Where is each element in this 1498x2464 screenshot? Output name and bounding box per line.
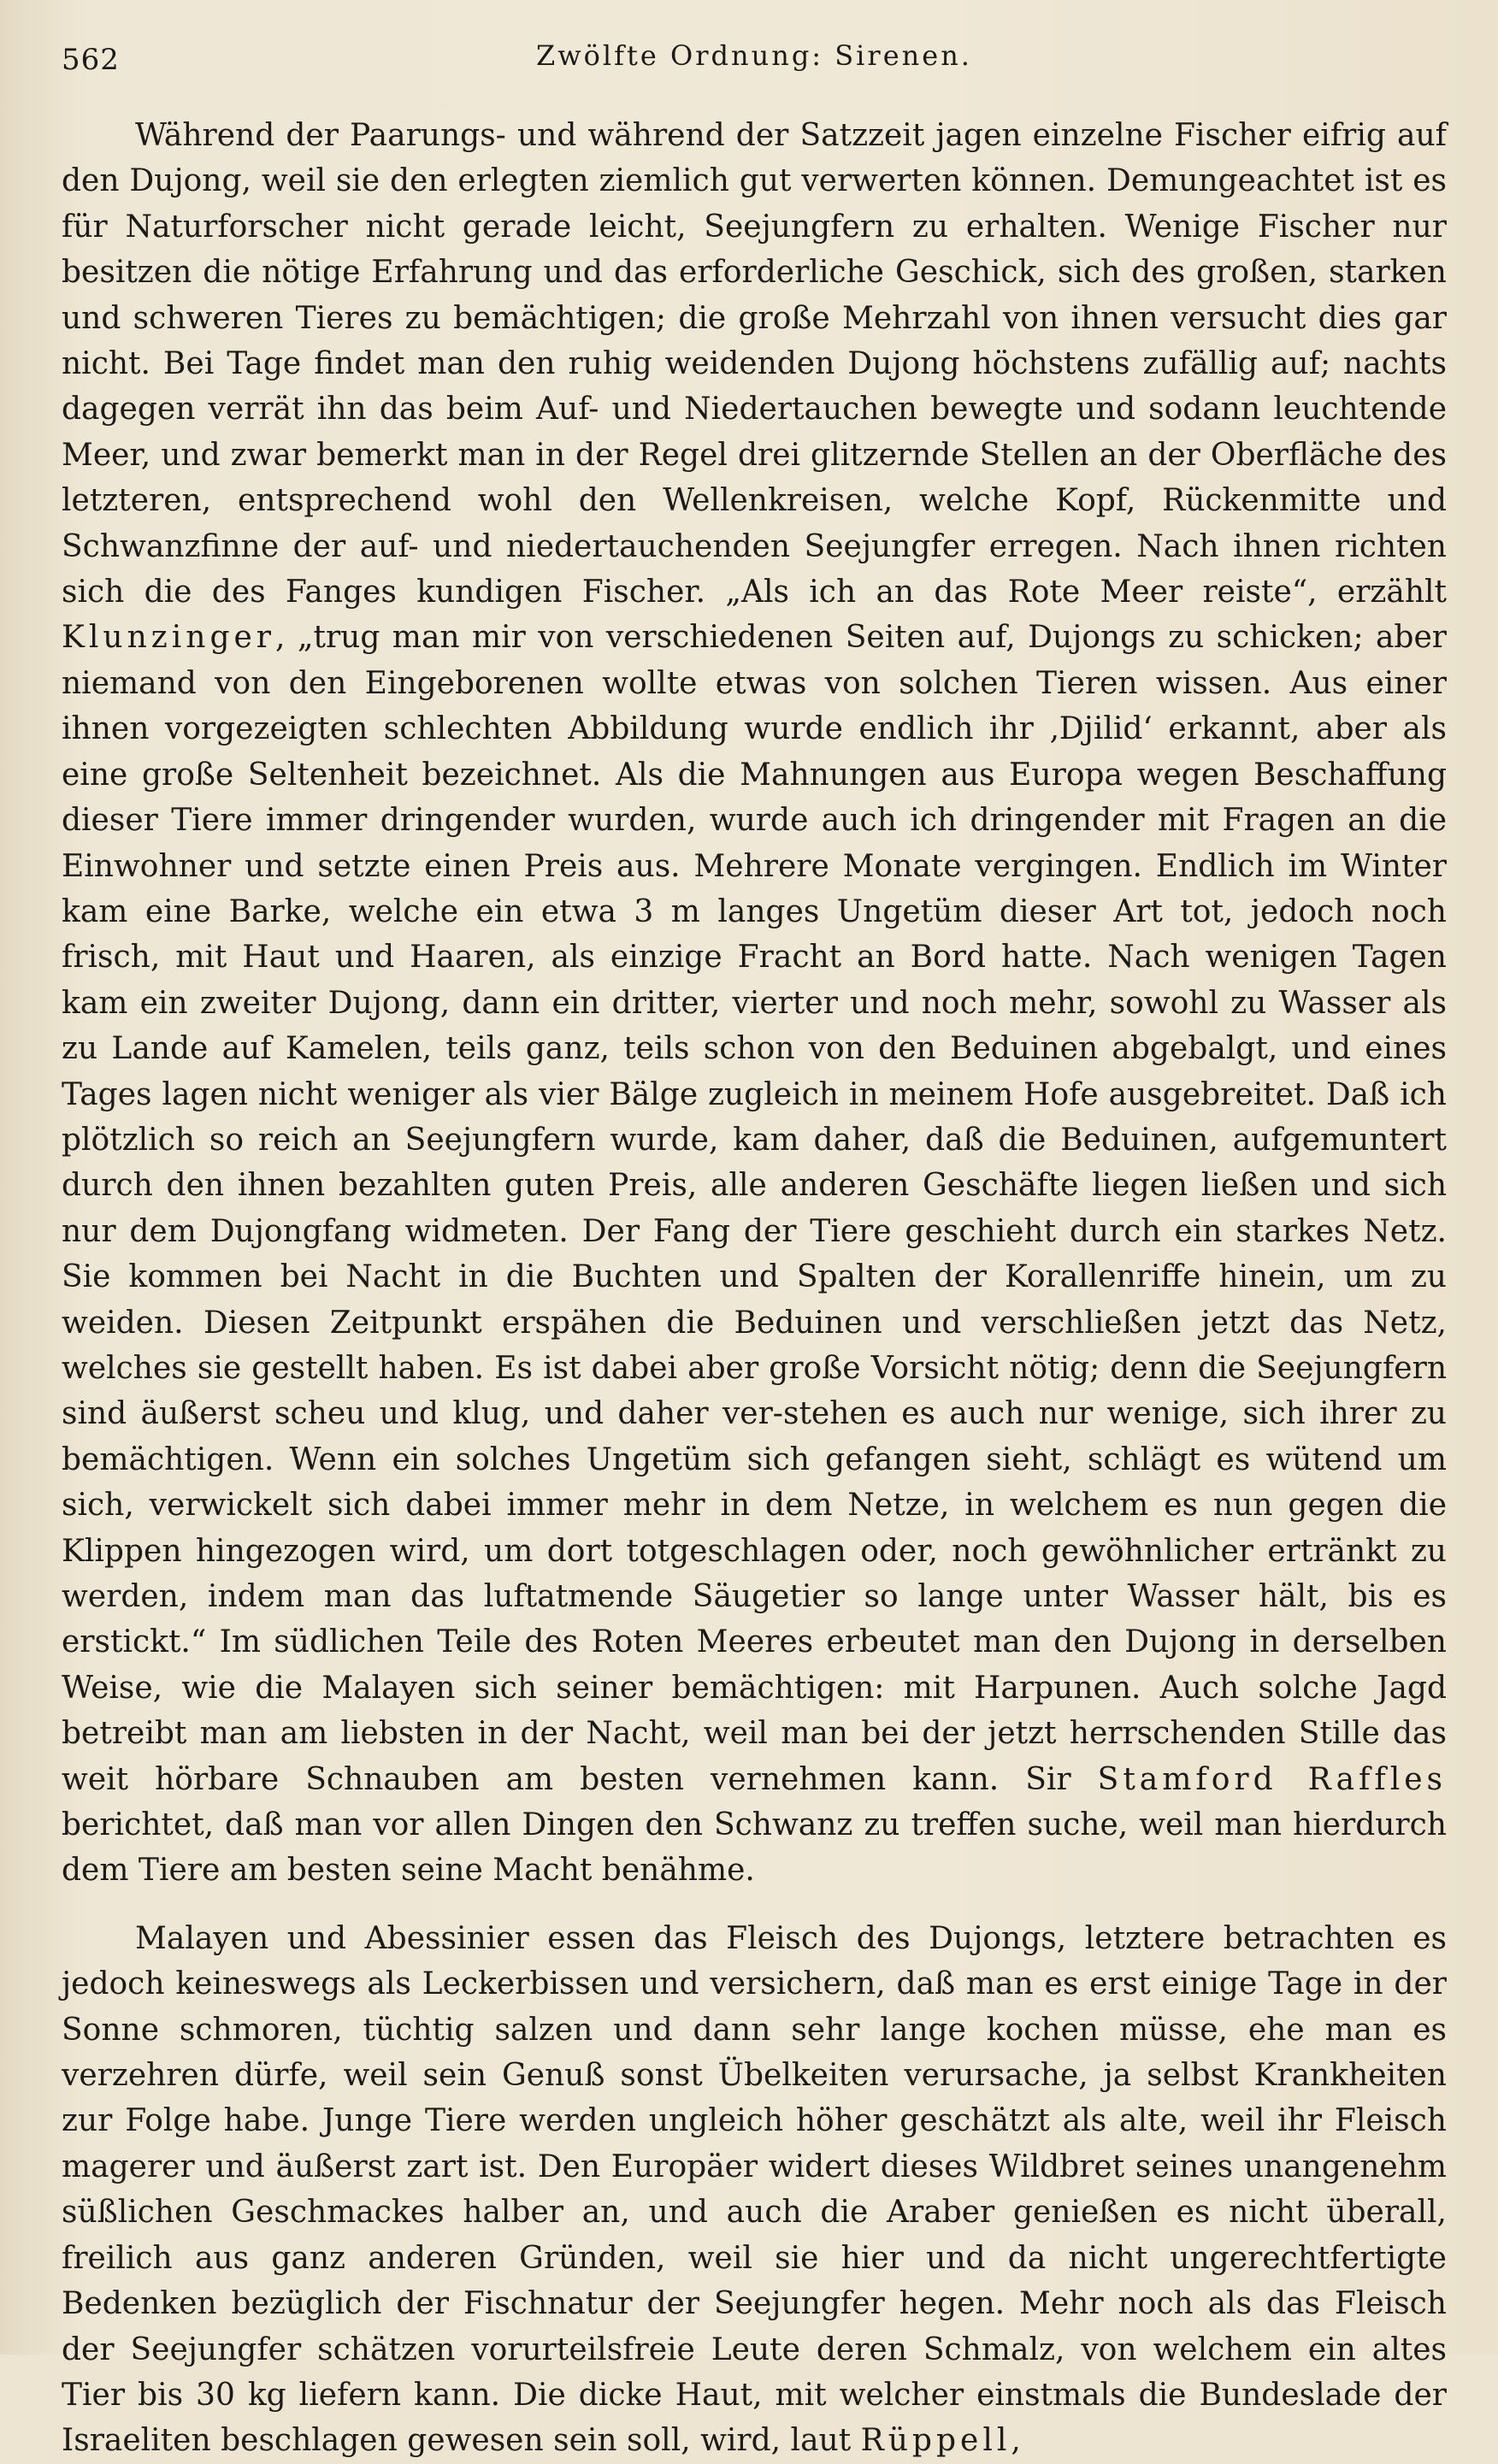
author-name-raffles: Stamford Raffles — [1097, 1761, 1447, 1797]
author-name-rueppell: Rüppell — [860, 2423, 1011, 2459]
text-run: Während der Paarungs- und während der Satzzeit jagen einzelne Fischer eifrig auf den Dujong, weil sie den erlegten ziemlich gut verwerten können. Demungeachtet ist es für Naturforscher nicht gerade leicht, Seejungfern zu erhalten. Wenige Fischer nur besitzen die nötige Erfahrung und das erforderliche Geschick, sich des großen, starken und schweren Tieres zu bemächtigen; die große Mehrzahl von ihnen versucht dies gar nicht. Bei Tage findet man den ruhig weidenden Dujong höchstens zufällig auf; nachts dagegen verrät ihn das beim Auf- und Niedertauchen bewegte und sodann leuchtende Meer, und zwar bemerkt man in der Regel drei glitzernde Stellen an der Oberfläche des letzteren, entsprechend wohl den Wellenkreisen, welche Kopf, Rückenmitte und Schwanzfinne der auf- und niedertauchenden Seejungfer erregen. Nach ihnen richten sich die des Fanges kundigen Fischer. „Als ich an das Rote Meer reiste“, erzählt — [62, 118, 1447, 610]
paragraph-dujong-uses — [62, 1916, 1447, 2464]
page-number: 562 — [62, 43, 120, 77]
text-run: , „trug man mir von verschiedenen Seiten auf, Dujongs zu schicken; aber niemand von den Eingeborenen wollte etwas von solchen Tieren wissen. Aus einer ihnen vorgezeigten schlechten Abbildung wurde endlich ihr ‚Djilid‘ erkannt, aber als eine große Seltenheit bezeichnet. Als die Mahnungen aus Europa wegen Beschaffung dieser Tiere immer dringender wurden, wurde auch ich dringender mit Fragen an die Einwohner und setzte einen Preis aus. Mehrere Monate vergingen. Endlich im Winter kam eine Barke, welche ein etwa 3 m langes Ungetüm dieser Art tot, jedoch noch frisch, mit Haut und Haaren, als einzige Fracht an Bord hatte. Nach wenigen Tagen kam ein zweiter Dujong, dann ein dritter, vierter und noch mehr, sowohl zu Wasser als zu Lande auf Kamelen, teils ganz, teils schon von den Beduinen abgebalgt, und eines Tages lagen nicht weniger als vier Bälge zugleich in meinem Hofe ausgebreitet. Daß ich plötzlich so reich an Seejungfern wurde, kam daher, daß die Beduinen, aufgemuntert durch den ihnen bezahlten guten Preis, alle anderen Geschäfte liegen ließen und sich nur dem Dujongfang widmeten. Der Fang der Tiere geschieht durch ein starkes Netz. Sie kommen bei Nacht in die Buchten und Spalten der Korallenriffe hinein, um zu weiden. Diesen Zeitpunkt erspähen die Beduinen und verschließen jetzt das Netz, welches sie gestellt haben. Es ist dabei aber große Vorsicht nötig; denn die Seejungfern sind äußerst scheu und klug, und daher ver-stehen es auch nur wenige, sich ihrer zu bemächtigen. Wenn ein solches Ungetüm sich gefangen sieht, schlägt es wütend um sich, verwickelt sich dabei immer mehr in dem Netze, in welchem es nun gegen die Klippen hingezogen wird, um dort totgeschlagen oder, noch gewöhnlicher ertränkt zu werden, indem man das luftatmende Säugetier so lange unter Wasser hält, bis es erstickt.“ Im südlichen Teile des Roten Meeres erbeutet man den Dujong in derselben Weise, wie die Malayen sich seiner bemächtigen: mit Harpunen. Auch solche Jagd betreibt man am liebsten in der Nacht, weil man bei der jetzt herrschenden Stille das weit hörbare Schnauben am besten vernehmen kann. Sir — [62, 620, 1447, 1797]
text-run: Malayen und Abessinier essen das Fleisch des Dujongs, letztere betrachten es jedoch keineswegs als Leckerbissen und versichern, daß man es erst einige Tage in der Sonne schmoren, tüchtig salzen und dann sehr lange kochen müsse, ehe man es verzehren dürfe, weil sein Genuß sonst Übelkeiten verursache, ja selbst Krankheiten zur Folge habe. Junge Tiere werden ungleich höher geschätzt als alte, weil ihr Fleisch magerer und äußerst zart ist. Den Europäer widert dieses Wildbret seines unangenehm süßlichen Geschmackes halber an, und auch die Araber genießen es nicht überall, freilich aus ganz anderen Gründen, weil sie hier und da nicht ungerechtfertigte Bedenken bezüglich der Fischnatur der Seejungfer hegen. Mehr noch als das Fleisch der Seejungfer schätzen vorurteilsfreie Leute deren Schmalz, von welchem ein altes Tier bis 30 kg liefern kann. Die dicke Haut, mit welcher einstmals die Bundeslade der Israeliten beschlagen gewesen sein soll, wird, laut — [62, 1920, 1447, 2459]
author-name-klunzinger: Klunzinger — [62, 620, 276, 656]
text-run: , — [1011, 2423, 1021, 2459]
running-title: Zwölfte Ordnung: Sirenen. — [536, 39, 972, 72]
body-text — [62, 113, 1447, 2464]
text-run: berichtet, daß man vor allen Dingen den Schwanz zu treffen suche, weil man hierdurch dem Tiere am besten seine Macht benähme. — [62, 1807, 1447, 1889]
page-header — [62, 36, 1447, 87]
paragraph-dujong-hunting — [62, 113, 1447, 1894]
